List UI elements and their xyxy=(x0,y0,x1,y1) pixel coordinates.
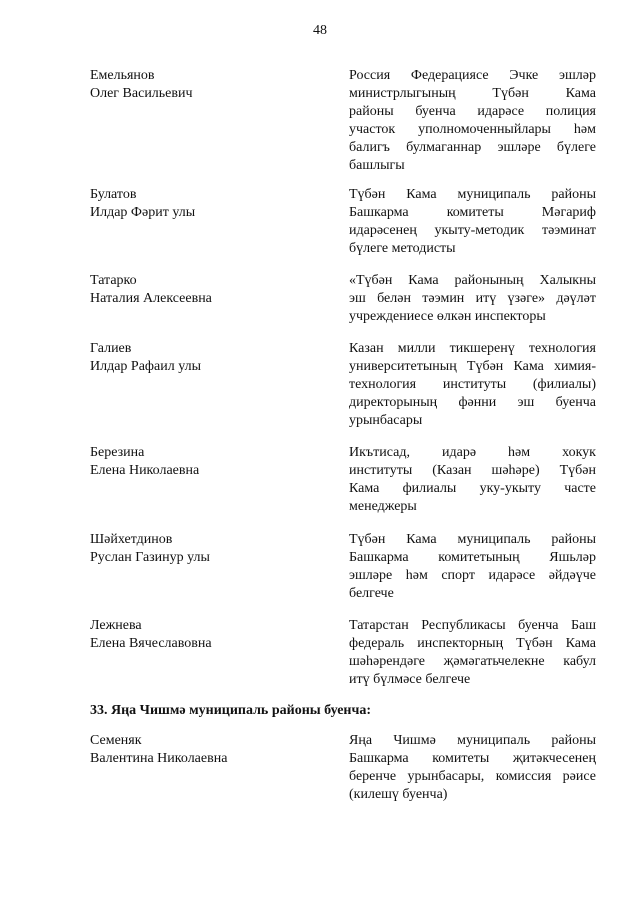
position-line: идарәсенең укыту-методик тәэминат xyxy=(349,223,596,238)
position-line: урынбасары xyxy=(349,413,423,428)
position-line: Татарстан Республикасы буенча Баш xyxy=(349,618,596,633)
member-given-name: Илдар Рафаил улы xyxy=(90,359,201,374)
position-line: учреждениесе өлкән инспекторы xyxy=(349,309,546,324)
member-surname: Березина xyxy=(90,445,145,460)
position-line: Түбән Кама муниципаль районы xyxy=(349,187,596,202)
position-line: Башкарма комитеты җитәкчесенең xyxy=(349,751,596,766)
member-surname: Галиев xyxy=(90,341,132,356)
position-line: министрлыгының Түбән Кама xyxy=(349,86,596,101)
member-given-name: Илдар Фәрит улы xyxy=(90,205,196,220)
member-position xyxy=(349,272,596,326)
member-given-name: Елена Николаевна xyxy=(90,463,200,478)
member-name xyxy=(90,186,320,222)
member-surname: Шәйхетдинов xyxy=(90,532,173,547)
position-line: федераль инспекторның Түбән Кама xyxy=(349,636,596,651)
position-line: итү бүлмәсе белгече xyxy=(349,672,471,687)
member-given-name: Олег Васильевич xyxy=(90,86,193,101)
position-line: шәһәрендәге җәмәгатьчелекне кабул xyxy=(349,654,596,669)
member-position xyxy=(349,67,596,175)
position-line: участок уполномоченныйлары һәм xyxy=(349,122,596,137)
member-name xyxy=(90,67,320,103)
position-line: Казан милли тикшеренү технология xyxy=(349,341,596,356)
position-line: Башкарма комитеты Мәгариф xyxy=(349,205,596,220)
position-line: менеджеры xyxy=(349,499,417,514)
member-given-name: Елена Вячеславовна xyxy=(90,636,212,651)
member-surname: Татарко xyxy=(90,273,137,288)
position-line: университетының Түбән Кама химия- xyxy=(349,359,596,374)
member-position xyxy=(349,340,596,430)
member-name xyxy=(90,340,320,376)
position-line: Яңа Чишмә муниципаль районы xyxy=(349,733,596,748)
position-line: эшләре һәм спорт идарәсе әйдәүче xyxy=(349,568,596,583)
position-line: беренче урынбасары, комиссия рәисе xyxy=(349,769,596,784)
position-line: институты (Казан шәһәре) Түбән xyxy=(349,463,596,478)
section-heading: 33. Яңа Чишмә муниципаль районы буенча: xyxy=(90,703,372,718)
position-line: «Түбән Кама районының Халыкны xyxy=(349,273,596,288)
member-name xyxy=(90,617,320,653)
position-line: (килешү буенча) xyxy=(349,787,448,802)
position-line: башлыгы xyxy=(349,158,405,173)
member-position xyxy=(349,186,596,258)
member-given-name: Руслан Газинур улы xyxy=(90,550,210,565)
member-given-name: Наталия Алексеевна xyxy=(90,291,212,306)
position-line: Башкарма комитетының Яшьләр xyxy=(349,550,596,565)
position-line: Кама филиалы уку-укыту часте xyxy=(349,481,596,496)
member-position xyxy=(349,444,596,516)
member-position xyxy=(349,531,596,603)
member-surname: Емельянов xyxy=(90,68,155,83)
position-line: районы буенча идарәсе полиция xyxy=(349,104,596,119)
position-line: эш белән тәэмин итү үзәге» дәүләт xyxy=(349,291,596,306)
position-line: Түбән Кама муниципаль районы xyxy=(349,532,596,547)
position-line: директорының фәнни эш буенча xyxy=(349,395,596,410)
page-number: 48 xyxy=(313,23,327,38)
position-line: белгече xyxy=(349,586,394,601)
member-name xyxy=(90,531,320,567)
position-line: технология институты (филиалы) xyxy=(349,377,596,392)
member-surname: Лежнева xyxy=(90,618,142,633)
position-line: балигъ булмаганнар эшләре бүлеге xyxy=(349,140,596,155)
member-name xyxy=(90,444,320,480)
position-line: Икътисад, идарә һәм хокук xyxy=(349,445,596,460)
member-name xyxy=(90,732,320,768)
member-name xyxy=(90,272,320,308)
position-line: Россия Федерациясе Эчке эшләр xyxy=(349,68,596,83)
position-line: бүлеге методисты xyxy=(349,241,456,256)
member-surname: Семеняк xyxy=(90,733,142,748)
member-position xyxy=(349,617,596,689)
member-surname: Булатов xyxy=(90,187,137,202)
member-position xyxy=(349,732,596,804)
member-given-name: Валентина Николаевна xyxy=(90,751,228,766)
